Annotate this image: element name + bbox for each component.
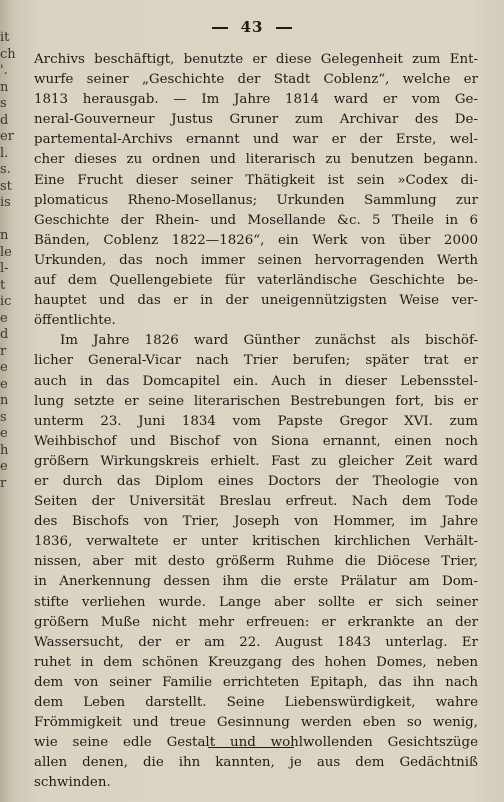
- text-line: partemental-Archivs ernannt und war er der Erste, wel-: [34, 132, 478, 148]
- text-line: Wassersucht, der er am 22. August 1843 unterlag. Er: [34, 634, 478, 650]
- text-line: ruhet in dem schönen Kreuzgang des hohen Domes, neben: [34, 654, 478, 670]
- gutter-fragment: s: [0, 96, 7, 111]
- gutter-fragment: d: [0, 327, 9, 342]
- gutter-fragment: ic: [0, 294, 12, 309]
- gutter-fragment: r: [0, 475, 7, 491]
- text-line: größern Wirkungskreis erhielt. Fast zu gleicher Zeit ward: [34, 453, 478, 469]
- gutter-fragment: is: [0, 195, 11, 210]
- gutter-fragment: r: [0, 343, 7, 359]
- gutter-fragment: e: [0, 310, 8, 326]
- gutter-fragment: st: [0, 178, 12, 194]
- body-text: [34, 50, 478, 793]
- text-line: er durch das Diplom eines Doctors der Theologie von: [34, 473, 478, 489]
- text-line: 1836, verwaltete er unter kritischen kirchlichen Verhält-: [34, 534, 478, 550]
- text-line: öffentlichte.: [34, 313, 116, 329]
- gutter-fragment: d: [0, 112, 9, 128]
- text-line: lung setzte er seine literarischen Bestrebungen fort, bis er: [34, 393, 478, 409]
- gutter-fragment: er: [0, 129, 14, 144]
- text-line: dem von seiner Familie errichteten Epitaph, das ihn nach: [34, 674, 478, 690]
- text-line: licher General-Vicar nach Trier berufen; später trat er: [34, 353, 478, 369]
- text-line: dem Leben darstellt. Seine Liebenswürdigkeit, wahre: [34, 695, 478, 710]
- text-line: Weihbischof und Bischof von Siona ernannt, einen noch: [34, 433, 478, 449]
- gutter-fragment: e: [0, 376, 8, 392]
- gutter-fragment: it: [0, 30, 10, 45]
- text-line: größern Muße nicht mehr erfreuen: er erkrankte an der: [34, 614, 478, 630]
- text-line: schwinden.: [34, 775, 111, 791]
- gutter-fragment: n: [0, 393, 9, 408]
- text-line: Geschichte der Rhein- und Mosellande &c. 5 Theile in 6: [34, 212, 478, 228]
- page-header: [0, 18, 504, 36]
- gutter-fragment: e: [0, 426, 8, 441]
- gutter-fragment: s: [0, 409, 7, 425]
- gutter-fragment: n: [0, 79, 9, 95]
- paragraph: [34, 331, 478, 793]
- text-line: cher dieses zu ordnen und literarisch zu benutzen begann.: [34, 152, 478, 168]
- text-line: auch in das Domcapitel ein. Auch in dieser Lebensstel-: [34, 373, 478, 389]
- text-line: neral-Gouverneur Justus Gruner zum Archivar des De-: [34, 112, 478, 128]
- gutter-fragment: ch: [0, 46, 16, 62]
- text-line: Archivs beschäftigt, benutzte er diese Gelegenheit zum Ent-: [34, 52, 478, 67]
- header-dash-left: [212, 27, 228, 29]
- text-line: auf dem Quellengebiete für vaterländische Geschichte be-: [34, 273, 478, 289]
- facing-page-fragment: [0, 30, 18, 770]
- text-line: hauptet und das er in der uneigennützigsten Weise ver-: [34, 293, 478, 309]
- gutter-fragment: n: [0, 228, 9, 243]
- text-line: des Bischofs von Trier, Joseph von Hommer, im Jahre: [34, 514, 478, 530]
- gutter-fragment: e: [0, 459, 8, 474]
- text-line: 1813 herausgab. — Im Jahre 1814 ward er vom Ge-: [34, 92, 478, 108]
- gutter-fragment: '.: [0, 63, 8, 78]
- text-line: wurfe seiner „Geschichte der Stadt Coblenz“, welche er: [34, 72, 478, 88]
- text-line: nissen, aber mit desto größerm Ruhme die Diöcese Trier,: [34, 554, 478, 570]
- text-line: Bänden, Coblenz 1822—1826“, ein Werk von über 2000: [34, 232, 478, 248]
- text-line: Seiten der Universität Breslau erfreut. Nach dem Tode: [34, 494, 478, 510]
- text-line: Frömmigkeit und treue Gesinnung werden eben so wenig,: [34, 715, 478, 731]
- gutter-fragment: e: [0, 360, 8, 375]
- paragraph: [34, 50, 478, 331]
- text-line: unterm 23. Juni 1834 vom Papste Gregor XVI. zum: [34, 413, 478, 429]
- gutter-fragment: t: [0, 277, 6, 293]
- text-line: wie seine edle Gestalt und wohlwollenden Gesichtszüge: [34, 735, 478, 751]
- gutter-fragment: s.: [0, 162, 11, 177]
- text-line: Urkunden, das noch immer seinen hervorragenden Werth: [34, 252, 478, 268]
- text-line: plomaticus Rheno-Mosellanus; Urkunden Sammlung zur: [34, 192, 478, 208]
- text-line: allen denen, die ihn kannten, je aus dem Gedächtniß: [34, 755, 478, 771]
- gutter-fragment: [0, 212, 18, 229]
- page-number: 43: [240, 18, 264, 36]
- gutter-fragment: l-: [0, 261, 9, 276]
- gutter-fragment: h: [0, 442, 9, 458]
- text-line: in Anerkennung dessen ihm die erste Prälatur am Dom-: [34, 574, 478, 590]
- text-line: Im Jahre 1826 ward Günther zunächst als bischöf-: [60, 333, 478, 349]
- gutter-fragment: le: [0, 244, 12, 260]
- gutter-fragment: l.: [0, 145, 9, 161]
- header-dash-right: [276, 27, 292, 29]
- text-line: Eine Frucht dieser seiner Thätigkeit ist sein »Codex di-: [34, 172, 478, 188]
- closing-rule: [208, 747, 294, 748]
- text-line: stifte verliehen wurde. Lange aber sollte er sich seiner: [34, 594, 478, 610]
